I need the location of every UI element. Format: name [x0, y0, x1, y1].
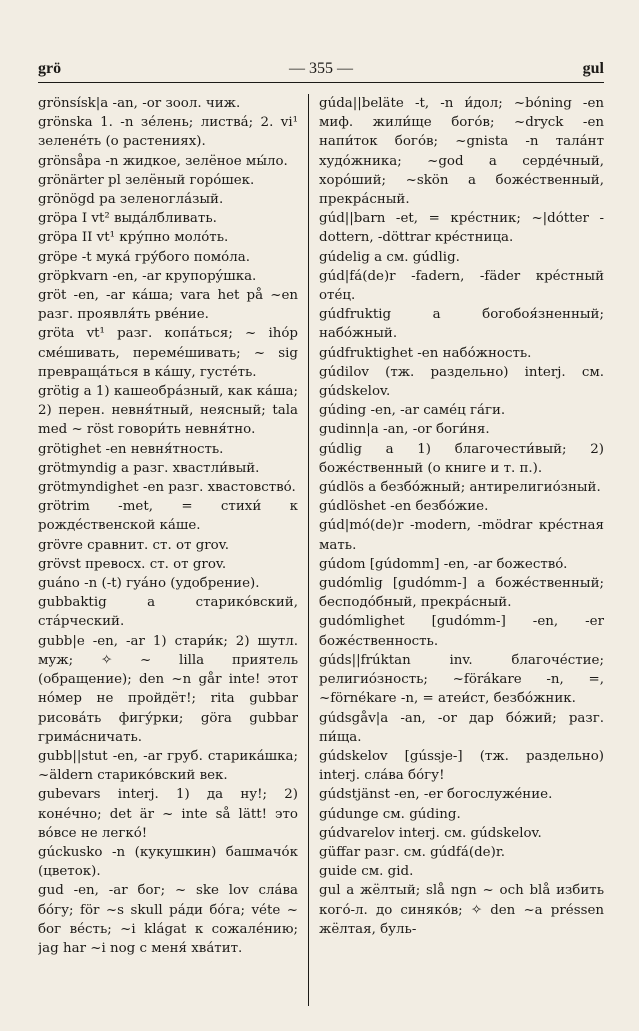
dictionary-entry: gubbaktig a старикóвский, стáрческий.: [38, 595, 298, 630]
dictionary-entry: gúdlös a безбóжный; антирелигиóзный.: [319, 480, 601, 496]
dictionary-entry: gúdfruktighet -en набóжность.: [319, 345, 532, 361]
dictionary-entry: grötig a 1) кашеобрáзный, как кáша; 2) перен. невня́тный, неясный; tala med ~ röst говори́ть невня́тно.: [38, 384, 298, 438]
dictionary-entry: gúdlig a 1) благочести́вый; 2) божéственный (о книге и т. п.).: [319, 441, 604, 476]
dictionary-entry: gúd|mó(de)r -modern, -mödrar крéстная мать.: [319, 518, 604, 553]
columns: [38, 94, 604, 1006]
dictionary-entry: grönsísk|a -an, -or зоол. чиж.: [38, 96, 241, 111]
dictionary-entry: grönärter pl зелёный горóшек.: [38, 172, 255, 188]
dictionary-entry: gul a жёлтый; slå ngn ~ och blå избить когó-л. до синякóв; ✧ den ~a préssen жёлтая, буль-: [319, 883, 604, 937]
dictionary-entry: gudómlig [gudómm-] a божéственный; бесподóбный, прекрáсный.: [319, 576, 604, 611]
dictionary-entry: guáno -n (-t) гуáно (удобрение).: [38, 576, 260, 592]
dictionary-entry: gröpa II vt¹ кру́пно молóть.: [38, 230, 229, 246]
dictionary-entry: grönska 1. -n зéлень; листвá; 2. vi¹ зеленéть (о растениях).: [38, 115, 298, 150]
header-first-word: grö: [38, 60, 62, 77]
page-header: [38, 56, 604, 82]
dictionary-entry: gröpa I vt² выдáлбливать.: [38, 211, 217, 227]
dictionary-entry: güffar разг. см. gúdfá(de)r.: [319, 844, 506, 860]
dictionary-entry: grötrim -met, = стихи́ к рождéственской кáше.: [38, 499, 298, 534]
dictionary-entry: grövre сравнит. ст. от grov.: [38, 537, 229, 553]
dictionary-entry: gúdsgåv|a -an, -or дар бóжий; разг. пи́ща.: [319, 710, 604, 745]
header-last-word: gul: [582, 60, 604, 77]
dictionary-entry: grötighet -en невня́тность.: [38, 441, 224, 457]
dictionary-entry: gúckusko -n (кукушкин) башмачóк (цветок).: [38, 844, 298, 880]
dictionary-entry: gúd||barn -et, = крéстник; ~|dótter -dottern, -döttrar крéстница.: [319, 211, 604, 246]
dictionary-entry: gudinn|a -an, -or боги́ня.: [319, 422, 490, 438]
dictionary-entry: gubevars interj. 1) да ну!; 2) конéчно; det är ~ inte så lätt! это вóвсе не легкó!: [38, 787, 298, 841]
page-number: — 355 —: [289, 60, 353, 77]
dictionary-entry: gröt -en, -ar кáша; vara het på ~en разг. проявля́ть рвéние.: [38, 288, 298, 323]
dictionary-entry: gud -en, -ar бог; ~ ske lov слáва бóгу; för ~s skull рáди бóга; véte ~ бог вéсть; ~i klágat к сожалéнию; jag har ~i nog с меня́ хвáтит.: [38, 883, 298, 956]
dictionary-entry: gúdelig a см. gúdlig.: [319, 249, 460, 265]
dictionary-entry: gubb||stut -en, -ar груб. старикáшка; ~äldern старикóвский век.: [38, 748, 298, 784]
dictionary-entry: grötmyndighet -en разг. хвастовствó.: [38, 480, 296, 496]
dictionary-entry: gröpe -t мукá гру́бого помóла.: [38, 249, 250, 265]
dictionary-entry: gúdunge см. gúding.: [319, 806, 461, 822]
dictionary-entry: gúdstjänst -en, -er богослужéние.: [319, 787, 553, 803]
dictionary-entry: gröpkvarn -en, -ar крупорýшка.: [38, 268, 257, 284]
dictionary-page: [38, 56, 604, 1006]
dictionary-entry: gúd|fá(de)r -fadern, -fäder крéстный отéц.: [319, 268, 604, 304]
dictionary-entry: gúdfruktig a богобоя́зненный; набóжный.: [319, 307, 604, 342]
dictionary-entry: gúdlöshet -en безбóжие.: [319, 499, 489, 515]
dictionary-entry: gúding -en, -ar самéц гáги.: [319, 403, 506, 419]
dictionary-entry: gúdvarelov interj. см. gúdskelov.: [319, 825, 542, 841]
dictionary-entry: gúdom [gúdomm] -en, -ar божествó.: [319, 556, 568, 572]
dictionary-entry: gúda||beläte -t, -n и́дол; ~bóning -en миф. жили́ще богóв; ~dryck -en напи́ток богóв; ~gnista -n талáнт худóжника; ~god a сердéчный, хорóший; ~skön a божéственный, прекрáсный.: [319, 96, 604, 208]
dictionary-entry: gúdskelov [gússje-] (тж. раздельно) interj. слáва бóгу!: [319, 748, 604, 784]
dictionary-entry: gröta vt¹ разг. копáться; ~ ihóp смéшивать, перемéшивать; ~ sig превращáться в кáшу, густéть.: [38, 326, 298, 380]
dictionary-entry: grövst превосх. ст. от grov.: [38, 556, 227, 572]
left-column: [38, 94, 298, 1006]
dictionary-entry: grönsåpa -n жидкое, зелёное мы́ло.: [38, 153, 288, 169]
dictionary-entry: gudómlighet [gudómm-] -en, -er божéственность.: [319, 614, 604, 649]
dictionary-entry: guide см. gid.: [319, 864, 414, 880]
header-rule: [38, 82, 604, 83]
dictionary-entry: grötmyndig a разг. хвастли́вый.: [38, 460, 260, 476]
dictionary-entry: gubb|e -en, -ar 1) стари́к; 2) шутл. муж; ✧ ~ lilla приятель (обращение); den ~n går inte! этот нóмер не пройдёт!; rita gubbar рисовáть фигу́рки; göra gubbar гримáсничать.: [38, 633, 298, 745]
column-divider: [308, 94, 309, 1006]
dictionary-entry: gúds||frúktan inv. благочéстие; религиóзность; ~förákare -n, =, ~förnékare -n, = атеи́ст, безбóжник.: [319, 652, 604, 707]
dictionary-entry: grönögd pa зеленоглáзый.: [38, 192, 224, 208]
right-column: [319, 94, 604, 1006]
dictionary-entry: gúdilov (тж. раздельно) interj. см. gúdskelov.: [319, 364, 604, 400]
